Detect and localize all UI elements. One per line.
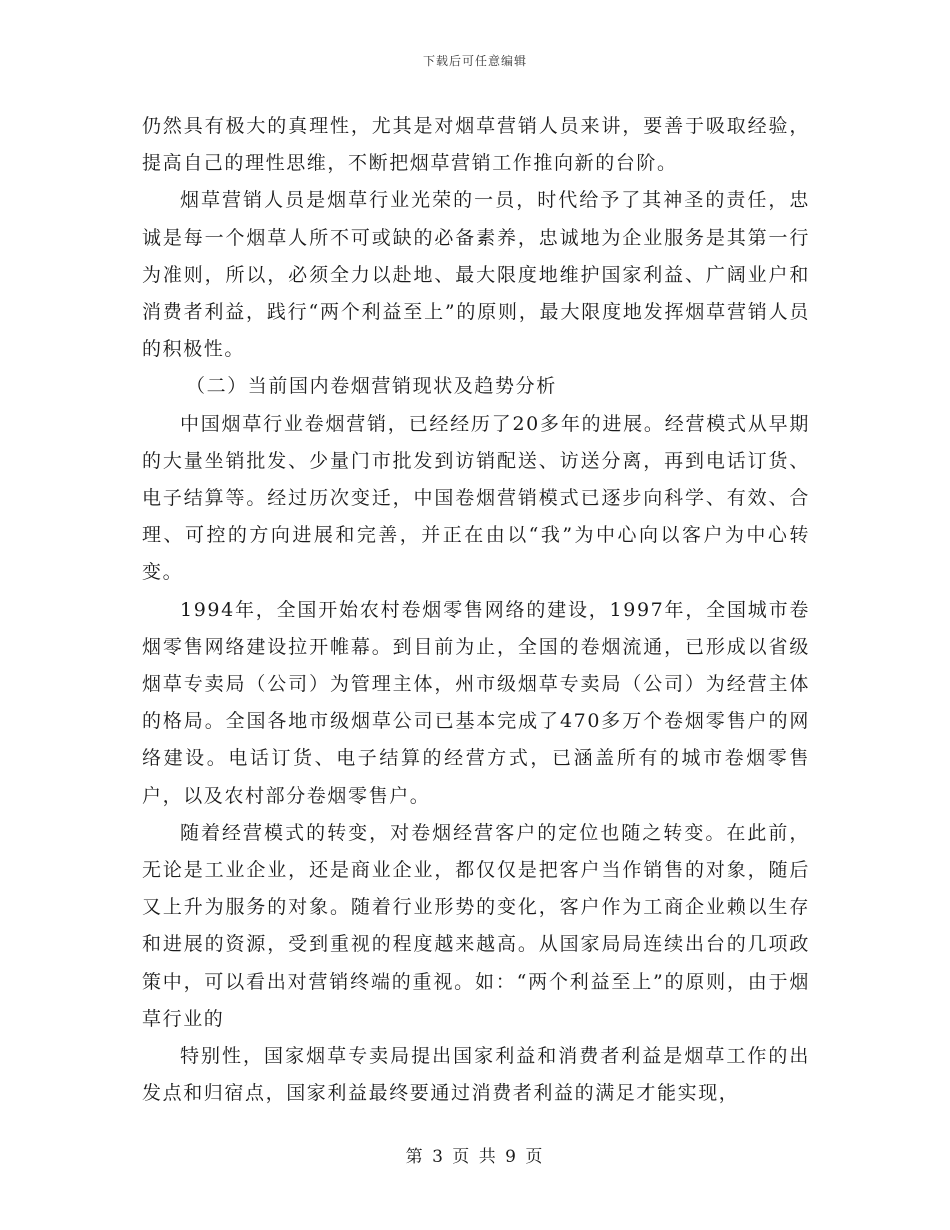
page-number: 第 3 页 共 9 页	[405, 1147, 545, 1167]
paragraph-marketing-history: 中国烟草行业卷烟营销，已经经历了20多年的进展。经营模式从早期的大量坐销批发、少量门市批发到访销配送、访送分离，再到电话订货、电子结算等。经过历次变迁，中国卷烟营销模式已逐步向科学、有效、合理、可控的方向进展和完善，并正在由以“我”为中心向以客户为中心转变。	[142, 412, 810, 584]
paragraph-marketing-staff: 烟草营销人员是烟草行业光荣的一员，时代给予了其神圣的责任，忠诚是每一个烟草人所不可或缺的必备素养，忠诚地为企业服务是其第一行为准则，所以，必须全力以赴地、最大限度地维护国家利益、广阔业户和消费者利益，践行“两个利益至上”的原则，最大限度地发挥烟草营销人员的积极性。	[142, 189, 810, 361]
paragraph-continuation: 仍然具有极大的真理性，尤其是对烟草营销人员来讲，要善于吸取经验，提高自己的理性思维，不断把烟草营销工作推向新的台阶。	[142, 115, 810, 175]
section-heading: （二）当前国内卷烟营销现状及趋势分析	[186, 375, 557, 398]
paragraph-special-nature: 特别性，国家烟草专卖局提出国家利益和消费者利益是烟草工作的出发点和归宿点，国家利益最终要通过消费者利益的满足才能实现，	[142, 1045, 810, 1105]
paragraph-retail-network: 1994年，全国开始农村卷烟零售网络的建设，1997年，全国城市卷烟零售网络建设拉开帷幕。到目前为止，全国的卷烟流通，已形成以省级烟草专卖局（公司）为管理主体，州市级烟草专卖局（公司）为经营主体的格局。全国各地市级烟草公司已基本完成了470多万个卷烟零售户的网络建设。电话订货、电子结算的经营方式，已涵盖所有的城市卷烟零售户，以及农村部分卷烟零售户。	[142, 598, 810, 807]
page-header: 下载后可任意编辑	[422, 54, 527, 68]
paragraph-customer-positioning: 随着经营模式的转变，对卷烟经营客户的定位也随之转变。在此前，无论是工业企业，还是商业企业，都仅仅是把客户当作销售的对象，随后又上升为服务的对象。随着行业形势的变化，客户作为工商企业赖以生存和进展的资源，受到重视的程度越来越高。从国家局局连续出台的几项政策中，可以看出对营销终端的重视。如：“两个利益至上”的原则，由于烟草行业的	[142, 821, 810, 1030]
body-text	[142, 108, 810, 1112]
